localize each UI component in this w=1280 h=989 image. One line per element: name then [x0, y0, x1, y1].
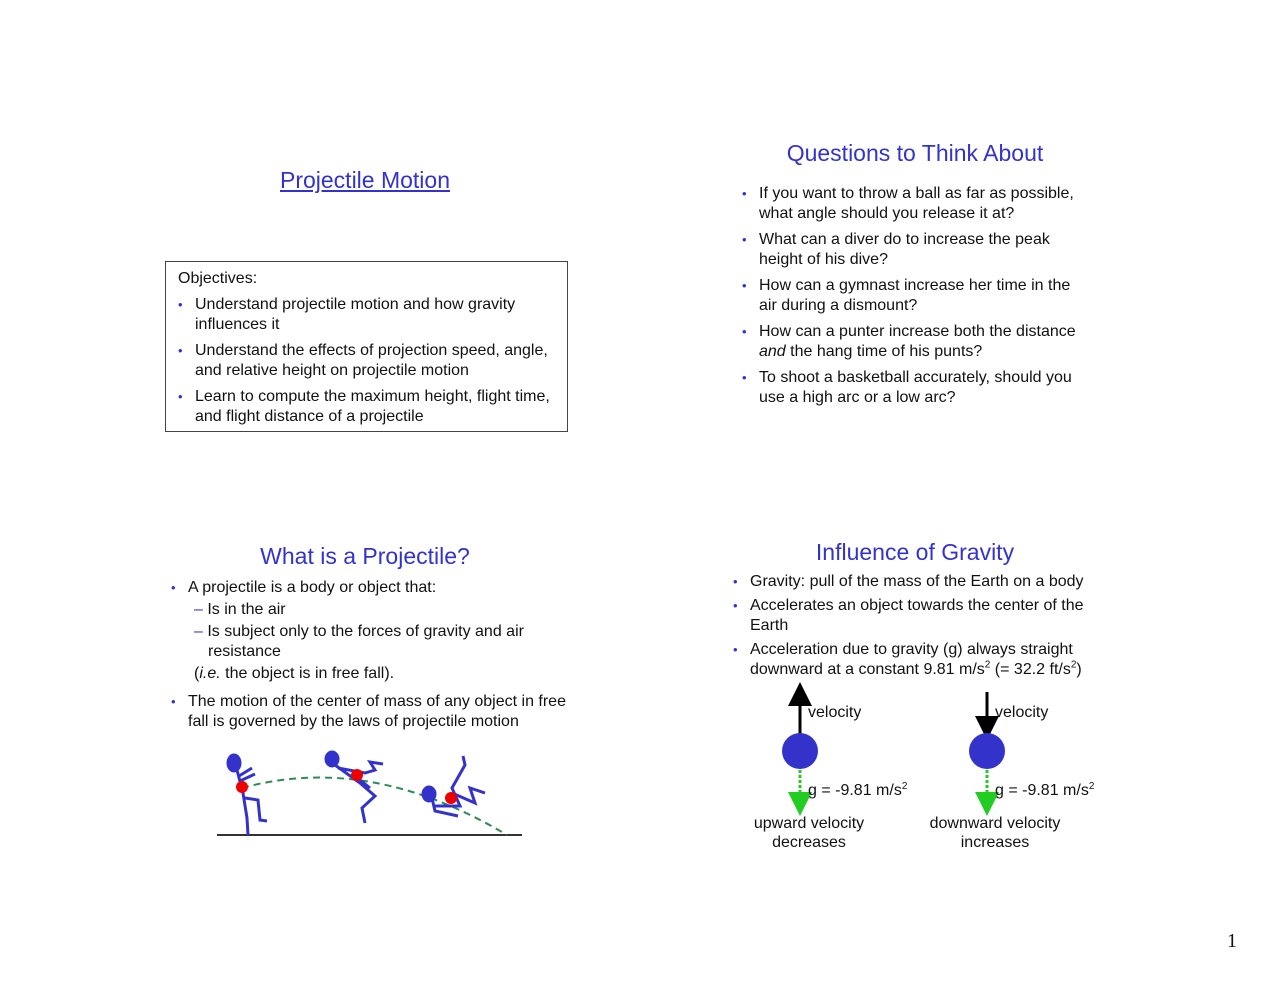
velocity-label: velocity [808, 704, 862, 721]
sub-item: – Is in the air [194, 601, 286, 618]
objective-item: • Understand projectile motion and how gravity influences it [178, 295, 558, 335]
gravity-item: • Gravity: pull of the mass of the Earth on a body [733, 572, 1103, 592]
question-item: • To shoot a basketball accurately, should you use a high arc or a low arc? [742, 368, 1092, 408]
objective-item: • Understand the effects of projection speed, angle, and relative height on projectile motion [178, 341, 558, 381]
caption-right: downward velocity [929, 815, 1061, 832]
question-text: the hang time of his punts? [790, 343, 983, 360]
objectives-box [165, 261, 568, 432]
gravity-item: • Accelerates an object towards the center of the Earth [733, 596, 1103, 636]
figure-2 [326, 752, 383, 823]
question-text: How can a punter increase both the distance [759, 323, 1076, 340]
ball-left [782, 733, 818, 769]
sub-item: – Is subject only to the forces of gravity and air resistance [194, 623, 524, 660]
caption-left: decreases [772, 834, 846, 851]
question-item [742, 322, 1092, 362]
g-label: g = -9.81 $m/s^2$ [808, 781, 908, 799]
figure-3 [423, 756, 485, 816]
slide3-title: What is a Projectile? [260, 543, 470, 569]
velocity-label: velocity [995, 704, 1049, 721]
slide4-title: Influence of Gravity [815, 539, 1015, 565]
objective-item: • Learn to compute the maximum height, flight time, and flight distance of a projectile [178, 387, 558, 427]
slide1-title: Projectile Motion [279, 167, 451, 193]
page-number: 1 [1227, 930, 1237, 952]
gravity-item: • Acceleration due to gravity (g) always straight downward at a constant 9.81 $m/s^2$ (= 32.2 $ft/s^2$) [733, 640, 1103, 680]
ball-right [969, 733, 1005, 769]
question-item: • If you want to throw a ball as far as possible, what angle should you release it at? [742, 184, 1092, 224]
question-item: • How can a gymnast increase her time in the air during a dismount? [742, 276, 1092, 316]
ie-note: (i.e. the object is in free fall). [194, 665, 395, 682]
g-label: g = -9.81 $m/s^2$ [995, 781, 1095, 799]
objectives-label: Objectives: [178, 270, 258, 287]
slide2-title: Questions to Think About [786, 140, 1044, 166]
question-item: • What can a diver do to increase the peak height of his dive? [742, 230, 1092, 270]
caption-left: upward velocity [753, 815, 865, 832]
projectile-item: • A projectile is a body or object that: – Is in the air – Is subject only to the forces of gravity and air resistance (i.e. the object is in free fall). [171, 578, 566, 684]
trajectory-path [242, 778, 507, 835]
gravity-diagram [730, 680, 1130, 860]
figure-1 [228, 755, 267, 835]
question-emphasis: and [759, 343, 786, 360]
projectile-figure [210, 748, 530, 840]
projectile-item: • The motion of the center of mass of any object in free fall is governed by the laws of projectile motion [171, 692, 566, 732]
caption-right: increases [960, 834, 1030, 851]
